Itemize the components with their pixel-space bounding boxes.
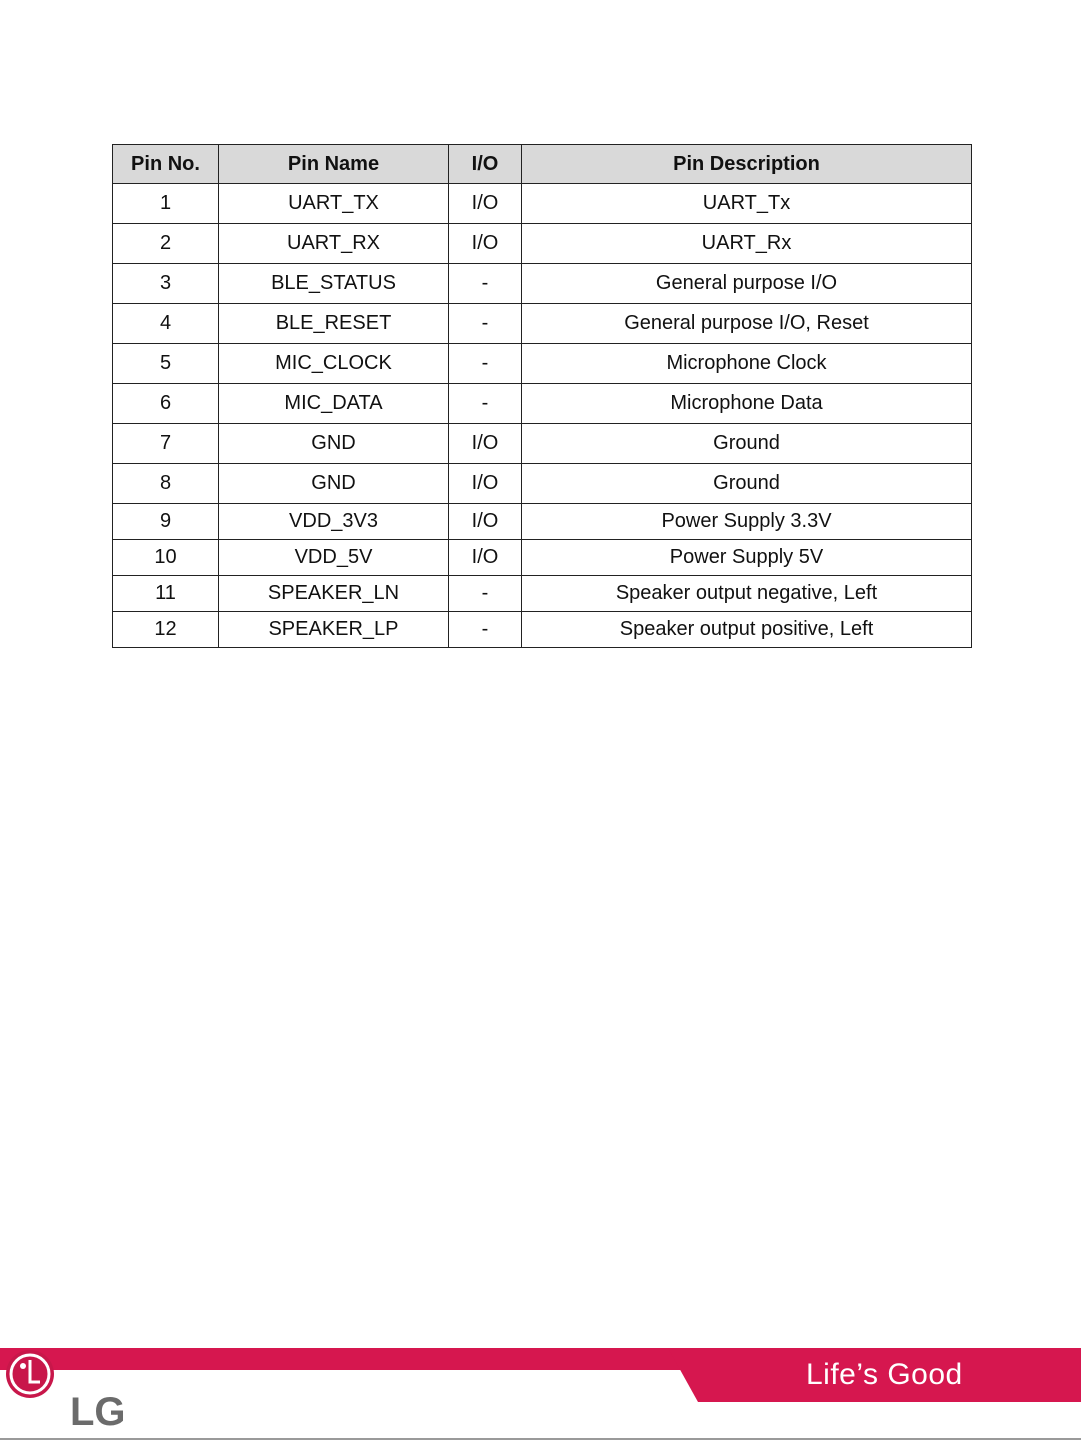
table-row xyxy=(113,304,972,344)
cell-pin-name: MIC_CLOCK xyxy=(219,344,449,384)
footer-slogan: Life’s Good xyxy=(806,1358,963,1391)
cell-pin-name: GND xyxy=(219,464,449,504)
cell-pin-no: 5 xyxy=(113,344,219,384)
pin-table xyxy=(112,144,972,648)
cell-io: I/O xyxy=(449,224,522,264)
cell-io: - xyxy=(449,576,522,612)
cell-pin-description: UART_Rx xyxy=(522,224,972,264)
cell-pin-name: SPEAKER_LN xyxy=(219,576,449,612)
header-pin-name: Pin Name xyxy=(219,145,449,184)
table-row xyxy=(113,224,972,264)
table-row xyxy=(113,384,972,424)
cell-pin-description: UART_Tx xyxy=(522,184,972,224)
cell-pin-no: 12 xyxy=(113,612,219,648)
cell-pin-description: Ground xyxy=(522,464,972,504)
cell-io: - xyxy=(449,304,522,344)
header-pin-description: Pin Description xyxy=(522,145,972,184)
table-row xyxy=(113,504,972,540)
cell-pin-name: UART_RX xyxy=(219,224,449,264)
cell-io: I/O xyxy=(449,540,522,576)
table-row xyxy=(113,576,972,612)
cell-pin-description: Microphone Data xyxy=(522,384,972,424)
cell-pin-no: 1 xyxy=(113,184,219,224)
cell-pin-no: 11 xyxy=(113,576,219,612)
cell-io: I/O xyxy=(449,504,522,540)
cell-pin-no: 3 xyxy=(113,264,219,304)
header-pin-no: Pin No. xyxy=(113,145,219,184)
footer-brand: LG xyxy=(70,1390,126,1434)
header-io: I/O xyxy=(449,145,522,184)
cell-io: I/O xyxy=(449,184,522,224)
cell-io: I/O xyxy=(449,424,522,464)
cell-io: - xyxy=(449,264,522,304)
cell-pin-description: Microphone Clock xyxy=(522,344,972,384)
cell-pin-no: 2 xyxy=(113,224,219,264)
cell-pin-description: General purpose I/O, Reset xyxy=(522,304,972,344)
cell-pin-description: General purpose I/O xyxy=(522,264,972,304)
table-row xyxy=(113,424,972,464)
cell-pin-name: MIC_DATA xyxy=(219,384,449,424)
table-row xyxy=(113,464,972,504)
cell-pin-name: VDD_5V xyxy=(219,540,449,576)
cell-pin-name: UART_TX xyxy=(219,184,449,224)
cell-io: - xyxy=(449,384,522,424)
table-row xyxy=(113,612,972,648)
cell-pin-description: Ground xyxy=(522,424,972,464)
page-footer xyxy=(0,1348,1081,1441)
table-row xyxy=(113,184,972,224)
cell-pin-no: 8 xyxy=(113,464,219,504)
table-row xyxy=(113,264,972,304)
cell-pin-no: 7 xyxy=(113,424,219,464)
cell-pin-description: Speaker output negative, Left xyxy=(522,576,972,612)
cell-pin-name: BLE_RESET xyxy=(219,304,449,344)
cell-pin-description: Power Supply 5V xyxy=(522,540,972,576)
lg-face-logo-icon xyxy=(0,1348,62,1400)
cell-pin-no: 10 xyxy=(113,540,219,576)
table-row xyxy=(113,344,972,384)
cell-pin-no: 6 xyxy=(113,384,219,424)
table-header-row xyxy=(113,145,972,184)
cell-pin-name: BLE_STATUS xyxy=(219,264,449,304)
cell-pin-description: Speaker output positive, Left xyxy=(522,612,972,648)
cell-pin-no: 4 xyxy=(113,304,219,344)
cell-io: - xyxy=(449,344,522,384)
cell-pin-name: GND xyxy=(219,424,449,464)
table-row xyxy=(113,540,972,576)
cell-io: I/O xyxy=(449,464,522,504)
footer-rule xyxy=(0,1438,1081,1440)
cell-pin-name: VDD_3V3 xyxy=(219,504,449,540)
cell-io: - xyxy=(449,612,522,648)
cell-pin-no: 9 xyxy=(113,504,219,540)
cell-pin-name: SPEAKER_LP xyxy=(219,612,449,648)
cell-pin-description: Power Supply 3.3V xyxy=(522,504,972,540)
